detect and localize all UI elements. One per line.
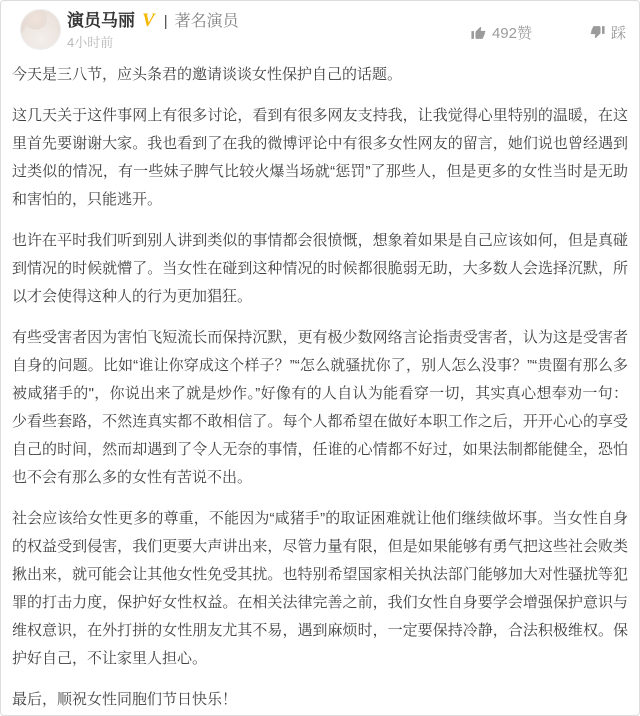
thumb-up-icon xyxy=(470,24,487,41)
post-paragraph: 最后，顺祝女性同胞们节日快乐！ xyxy=(12,691,238,708)
dislike-button[interactable] xyxy=(589,22,626,43)
user-avatar[interactable] xyxy=(20,9,61,50)
like-button[interactable] xyxy=(470,22,532,43)
post-paragraph: 这几天关于这件事网上有很多讨论，看到有很多网友支持我，让我觉得心里特别的温暖，在这里首先要谢谢大家。我也看到了在我的微博评论中有很多女性网友的留言，她们说也曾经遇到过类似的情况，有一些妹子脾气比较火爆当场就“惩罚”了那些人，但是更多的女性当时是无助和害怕的，只能逃开。 xyxy=(12,107,628,208)
post-paragraph: 有些受害者因为害怕飞短流长而保持沉默，更有极少数网络言论指责受害者，认为这是受害者自身的问题。比如“谁让你穿成这个样子？”“怎么就骚扰你了，别人怎么没事？”“贵圈有那么多被咸猪手的"，你说出来了就是炒作。”好像有的人自认为能看穿一切，其实真心想奉劝一句：少看些套路，不然连真实都不敢相信了。每个人都希望在做好本职工作之后，开开心心的享受自己的时间，然而却遇到了令人无奈的事情，任谁的心情都不好过，如果法制都能健全，恐怕也不会有那么多的女性有苦说不出。 xyxy=(12,329,628,486)
separator: | xyxy=(163,13,168,30)
post-paragraph: 也许在平时我们听到别人讲到类似的事情都会很愤慨，想象着如果是自己应该如何，但是真碰到情况的时候就懵了。当女性在碰到这种情况的时候都很脆弱无助，大多数人会选择沉默，所以才会使得这种人的行为更加猖狂。 xyxy=(12,232,628,305)
verified-v-icon: V xyxy=(142,10,155,31)
post-paragraph: 今天是三八节，应头条君的邀请谈谈女性保护自己的话题。 xyxy=(12,66,403,83)
user-title: 著名演员 xyxy=(174,13,239,30)
dislike-label: 踩 xyxy=(610,25,626,42)
post-paragraph: 社会应该给女性更多的尊重，不能因为“咸猪手”的取证困难就让他们继续做坏事。当女性自身的权益受到侵害，我们更要大声讲出来，尽管力量有限，但是如果能够有勇气把这些社会败类揪出来，就可能会让其他女性免受其扰。也特别希望国家相关执法部门能够加大对性骚扰等犯罪的打击力度，保护好女性权益。在相关法律完善之前，我们女性自身要学会增强保护意识与维权意识，在外打拼的女性朋友尤其不易，遇到麻烦时，一定要保持冷静，合法积极维权。保护好自己，不让家里人担心。 xyxy=(12,510,628,667)
post-actions xyxy=(470,22,626,43)
post-body xyxy=(1,53,639,714)
like-count: 492赞 xyxy=(491,25,532,42)
post-timestamp: 4小时前 xyxy=(67,35,114,50)
username[interactable]: 演员马丽 xyxy=(67,11,135,30)
thumb-down-icon xyxy=(589,24,606,41)
post-header xyxy=(1,1,639,53)
